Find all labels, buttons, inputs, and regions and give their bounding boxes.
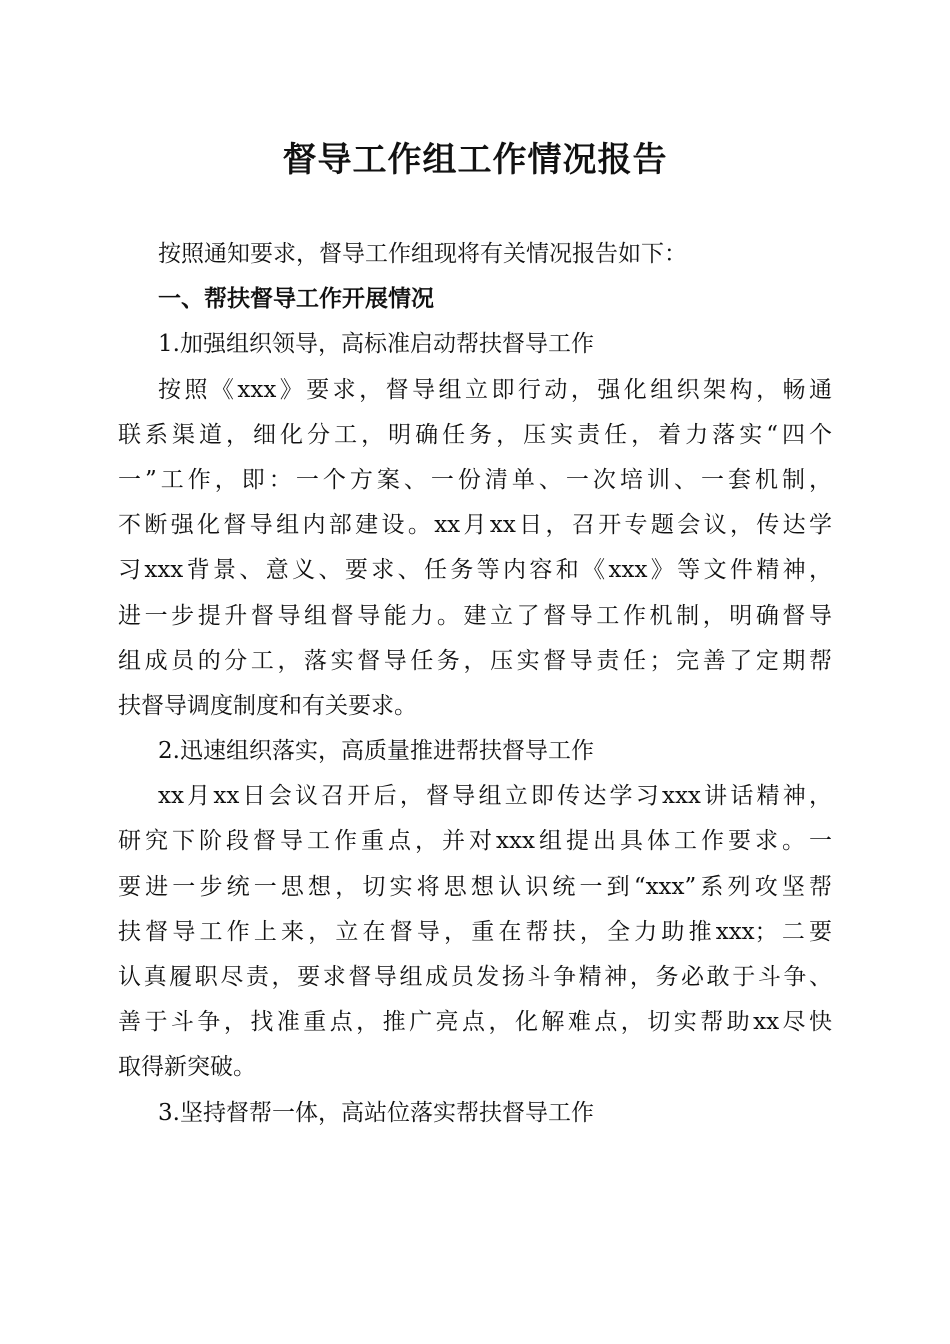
document-title: 督导工作组工作情况报告 bbox=[282, 140, 668, 180]
paragraph-1-line: 一”工作，即：一个方案、一份清单、一次培训、一套机制， bbox=[118, 466, 832, 493]
paragraph-1-line: 进一步提升督导组督导能力。建立了督导工作机制，明确督导 bbox=[118, 602, 832, 629]
paragraph-1-line: 扶督导调度制度和有关要求。 bbox=[118, 692, 417, 719]
paragraph-2-line: 研究下阶段督导工作重点，并对xxx组提出具体工作要求。一 bbox=[118, 828, 832, 855]
intro-paragraph: 按照通知要求，督导工作组现将有关情况报告如下： bbox=[158, 241, 687, 267]
paragraph-1-line: 组成员的分工，落实督导任务，压实督导责任；完善了定期帮 bbox=[118, 647, 832, 674]
paragraph-1-line: 习xxx背景、意义、要求、任务等内容和《xxx》等文件精神， bbox=[118, 557, 832, 584]
document-body bbox=[118, 232, 832, 1136]
paragraph-2-line: 取得新突破。 bbox=[118, 1054, 256, 1081]
paragraph-2-line: 要进一步统一思想，切实将思想认识统一到“xxx”系列攻坚帮 bbox=[118, 873, 832, 900]
paragraph-2-line: xx月xx日会议召开后，督导组立即传达学习xxx讲话精神， bbox=[158, 783, 832, 810]
paragraph-2-line: 认真履职尽责，要求督导组成员发扬斗争精神，务必敢于斗争、 bbox=[118, 964, 832, 990]
subheading-1: 1.加强组织领导，高标准启动帮扶督导工作 bbox=[158, 331, 594, 358]
paragraph-2-line: 扶督导工作上来，立在督导，重在帮扶，全力助推xxx；二要 bbox=[118, 918, 832, 945]
paragraph-1-line: 联系渠道，细化分工，明确任务，压实责任，着力落实“四个 bbox=[118, 421, 832, 448]
subheading-2: 2.迅速组织落实，高质量推进帮扶督导工作 bbox=[158, 738, 594, 765]
subheading-3: 3.坚持督帮一体，高站位落实帮扶督导工作 bbox=[158, 1099, 594, 1126]
paragraph-1-line: 按照《xxx》要求，督导组立即行动，强化组织架构，畅通 bbox=[158, 376, 832, 403]
paragraph-1-line: 不断强化督导组内部建设。xx月xx日，召开专题会议，传达学 bbox=[118, 512, 832, 539]
paragraph-2-line: 善于斗争，找准重点，推广亮点，化解难点，切实帮助xx尽快 bbox=[118, 1009, 832, 1036]
section-heading-1: 一、帮扶督导工作开展情况 bbox=[158, 286, 434, 313]
